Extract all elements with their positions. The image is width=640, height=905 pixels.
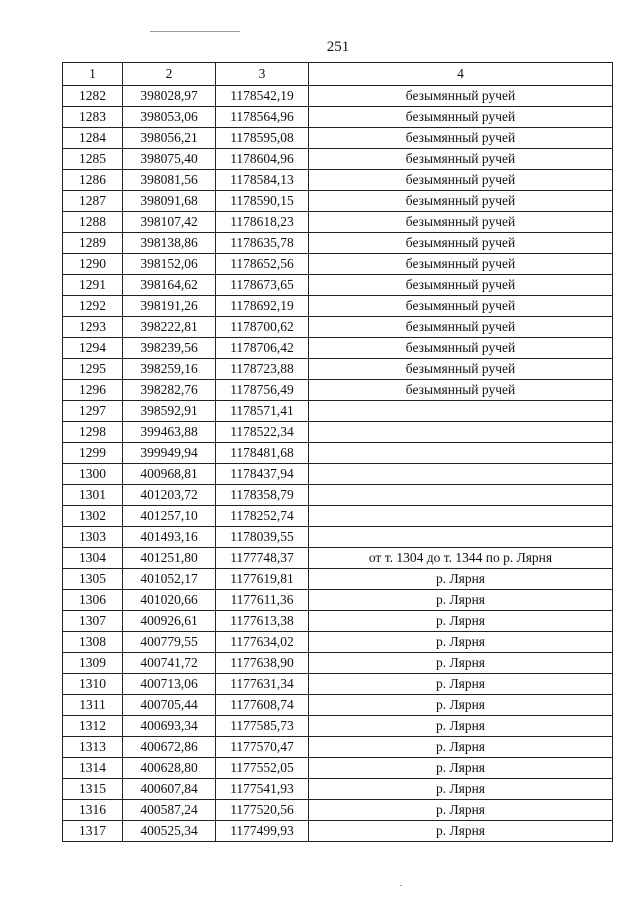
table-row [63,86,613,107]
page-number: 251 [326,39,350,55]
y-coordinate-cell: 1178590,15 [216,191,309,212]
table-row [63,170,613,191]
x-coordinate-cell: 400693,34 [123,716,216,737]
table-row [63,275,613,296]
table-row [63,401,613,422]
description-cell: р. Лярня [309,716,613,737]
table-row [63,107,613,128]
table-row [63,632,613,653]
point-number-cell: 1317 [63,821,123,842]
table-row [63,737,613,758]
description-cell: безымянный ручей [309,359,613,380]
y-coordinate-cell: 1177552,05 [216,758,309,779]
y-coordinate-cell: 1178571,41 [216,401,309,422]
description-cell: р. Лярня [309,800,613,821]
table-row [63,548,613,569]
x-coordinate-cell: 401052,17 [123,569,216,590]
point-number-cell: 1304 [63,548,123,569]
x-coordinate-cell: 398091,68 [123,191,216,212]
x-coordinate-cell: 399463,88 [123,422,216,443]
column-header: 2 [123,63,216,86]
table-row [63,611,613,632]
description-cell [309,464,613,485]
point-number-cell: 1296 [63,380,123,401]
description-cell: р. Лярня [309,569,613,590]
x-coordinate-cell: 400628,80 [123,758,216,779]
x-coordinate-cell: 399949,94 [123,443,216,464]
table-row [63,338,613,359]
table-row [63,821,613,842]
table-row [63,653,613,674]
column-header: 3 [216,63,309,86]
y-coordinate-cell: 1177570,47 [216,737,309,758]
table-row [63,296,613,317]
y-coordinate-cell: 1178542,19 [216,86,309,107]
description-cell: р. Лярня [309,653,613,674]
x-coordinate-cell: 401251,80 [123,548,216,569]
y-coordinate-cell: 1178692,19 [216,296,309,317]
point-number-cell: 1299 [63,443,123,464]
description-cell: безымянный ручей [309,296,613,317]
point-number-cell: 1305 [63,569,123,590]
x-coordinate-cell: 398081,56 [123,170,216,191]
description-cell: безымянный ручей [309,380,613,401]
table-row [63,674,613,695]
point-number-cell: 1306 [63,590,123,611]
point-number-cell: 1307 [63,611,123,632]
description-cell: р. Лярня [309,737,613,758]
y-coordinate-cell: 1177634,02 [216,632,309,653]
description-cell: р. Лярня [309,590,613,611]
x-coordinate-cell: 398191,26 [123,296,216,317]
table-row [63,506,613,527]
y-coordinate-cell: 1177499,93 [216,821,309,842]
table-row [63,590,613,611]
description-cell [309,527,613,548]
point-number-cell: 1290 [63,254,123,275]
point-number-cell: 1313 [63,737,123,758]
y-coordinate-cell: 1178618,23 [216,212,309,233]
x-coordinate-cell: 398592,91 [123,401,216,422]
y-coordinate-cell: 1178437,94 [216,464,309,485]
y-coordinate-cell: 1177608,74 [216,695,309,716]
description-cell: р. Лярня [309,821,613,842]
point-number-cell: 1303 [63,527,123,548]
description-cell: безымянный ручей [309,317,613,338]
y-coordinate-cell: 1177541,93 [216,779,309,800]
point-number-cell: 1301 [63,485,123,506]
point-number-cell: 1314 [63,758,123,779]
x-coordinate-cell: 400713,06 [123,674,216,695]
point-number-cell: 1298 [63,422,123,443]
point-number-cell: 1312 [63,716,123,737]
point-number-cell: 1310 [63,674,123,695]
y-coordinate-cell: 1177585,73 [216,716,309,737]
y-coordinate-cell: 1178252,74 [216,506,309,527]
x-coordinate-cell: 398222,81 [123,317,216,338]
y-coordinate-cell: 1178700,62 [216,317,309,338]
point-number-cell: 1283 [63,107,123,128]
description-cell: безымянный ручей [309,149,613,170]
point-number-cell: 1293 [63,317,123,338]
description-cell [309,422,613,443]
x-coordinate-cell: 400705,44 [123,695,216,716]
table-row [63,527,613,548]
x-coordinate-cell: 398164,62 [123,275,216,296]
description-cell: р. Лярня [309,632,613,653]
description-cell: безымянный ручей [309,275,613,296]
description-cell: р. Лярня [309,611,613,632]
y-coordinate-cell: 1178706,42 [216,338,309,359]
x-coordinate-cell: 398075,40 [123,149,216,170]
description-cell: безымянный ручей [309,338,613,359]
y-coordinate-cell: 1178673,65 [216,275,309,296]
description-cell: р. Лярня [309,758,613,779]
description-cell: безымянный ручей [309,128,613,149]
table-row [63,695,613,716]
x-coordinate-cell: 398239,56 [123,338,216,359]
x-coordinate-cell: 398282,76 [123,380,216,401]
table-row [63,422,613,443]
y-coordinate-cell: 1178723,88 [216,359,309,380]
point-number-cell: 1309 [63,653,123,674]
x-coordinate-cell: 398107,42 [123,212,216,233]
y-coordinate-cell: 1178756,49 [216,380,309,401]
x-coordinate-cell: 400607,84 [123,779,216,800]
scan-artifact [150,31,240,32]
table-row [63,758,613,779]
table-row [63,779,613,800]
point-number-cell: 1315 [63,779,123,800]
point-number-cell: 1288 [63,212,123,233]
table-row [63,149,613,170]
point-number-cell: 1291 [63,275,123,296]
y-coordinate-cell: 1178522,34 [216,422,309,443]
table-row [63,317,613,338]
description-cell: безымянный ручей [309,107,613,128]
point-number-cell: 1294 [63,338,123,359]
table-row [63,443,613,464]
point-number-cell: 1284 [63,128,123,149]
x-coordinate-cell: 400587,24 [123,800,216,821]
description-cell [309,485,613,506]
x-coordinate-cell: 398028,97 [123,86,216,107]
table-row [63,569,613,590]
table-row [63,380,613,401]
table-row [63,191,613,212]
point-number-cell: 1297 [63,401,123,422]
description-cell: безымянный ручей [309,233,613,254]
point-number-cell: 1295 [63,359,123,380]
y-coordinate-cell: 1178595,08 [216,128,309,149]
x-coordinate-cell: 400741,72 [123,653,216,674]
description-cell: безымянный ручей [309,191,613,212]
point-number-cell: 1282 [63,86,123,107]
x-coordinate-cell: 398152,06 [123,254,216,275]
table-row [63,212,613,233]
description-cell: безымянный ручей [309,86,613,107]
x-coordinate-cell: 400779,55 [123,632,216,653]
table-row [63,233,613,254]
column-header: 4 [309,63,613,86]
table-row [63,128,613,149]
column-header: 1 [63,63,123,86]
table-row [63,254,613,275]
description-cell [309,443,613,464]
y-coordinate-cell: 1177748,37 [216,548,309,569]
table-row [63,464,613,485]
point-number-cell: 1302 [63,506,123,527]
y-coordinate-cell: 1177619,81 [216,569,309,590]
y-coordinate-cell: 1178604,96 [216,149,309,170]
description-cell: безымянный ручей [309,254,613,275]
description-cell: р. Лярня [309,779,613,800]
y-coordinate-cell: 1177638,90 [216,653,309,674]
y-coordinate-cell: 1177631,34 [216,674,309,695]
description-cell: безымянный ручей [309,212,613,233]
point-number-cell: 1308 [63,632,123,653]
x-coordinate-cell: 400968,81 [123,464,216,485]
x-coordinate-cell: 398138,86 [123,233,216,254]
y-coordinate-cell: 1178564,96 [216,107,309,128]
point-number-cell: 1316 [63,800,123,821]
x-coordinate-cell: 400525,34 [123,821,216,842]
x-coordinate-cell: 401203,72 [123,485,216,506]
x-coordinate-cell: 398259,16 [123,359,216,380]
y-coordinate-cell: 1178635,78 [216,233,309,254]
point-number-cell: 1286 [63,170,123,191]
y-coordinate-cell: 1177613,38 [216,611,309,632]
table-row [63,359,613,380]
y-coordinate-cell: 1177520,56 [216,800,309,821]
point-number-cell: 1289 [63,233,123,254]
y-coordinate-cell: 1177611,36 [216,590,309,611]
y-coordinate-cell: 1178358,79 [216,485,309,506]
description-cell: безымянный ручей [309,170,613,191]
table-row [63,716,613,737]
table-body [63,86,613,842]
point-number-cell: 1300 [63,464,123,485]
y-coordinate-cell: 1178652,56 [216,254,309,275]
scan-artifact [400,885,402,886]
description-cell [309,401,613,422]
x-coordinate-cell: 398053,06 [123,107,216,128]
point-number-cell: 1287 [63,191,123,212]
y-coordinate-cell: 1178039,55 [216,527,309,548]
description-cell: от т. 1304 до т. 1344 по р. Лярня [309,548,613,569]
point-number-cell: 1285 [63,149,123,170]
coordinates-table [62,62,613,842]
y-coordinate-cell: 1178481,68 [216,443,309,464]
point-number-cell: 1292 [63,296,123,317]
y-coordinate-cell: 1178584,13 [216,170,309,191]
table-row [63,800,613,821]
description-cell [309,506,613,527]
x-coordinate-cell: 401257,10 [123,506,216,527]
point-number-cell: 1311 [63,695,123,716]
table-row [63,485,613,506]
x-coordinate-cell: 400926,61 [123,611,216,632]
description-cell: р. Лярня [309,674,613,695]
x-coordinate-cell: 401020,66 [123,590,216,611]
description-cell: р. Лярня [309,695,613,716]
x-coordinate-cell: 398056,21 [123,128,216,149]
x-coordinate-cell: 401493,16 [123,527,216,548]
table-header-row [63,63,613,86]
x-coordinate-cell: 400672,86 [123,737,216,758]
